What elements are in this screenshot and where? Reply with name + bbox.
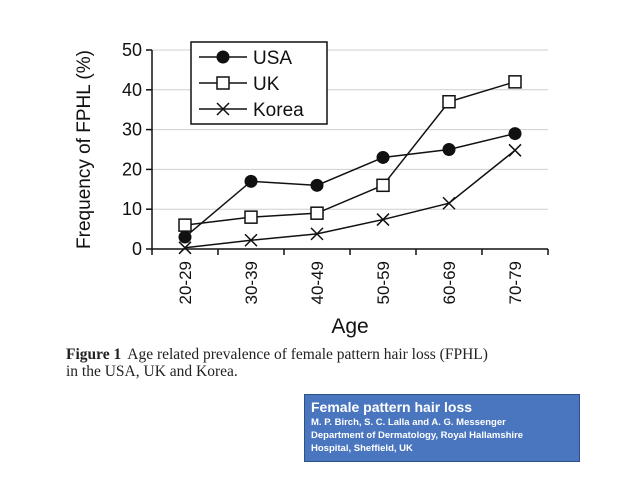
data-point-uk bbox=[377, 179, 389, 191]
source-title: Female pattern hair loss bbox=[311, 399, 473, 415]
y-tick-label: 30 bbox=[121, 119, 142, 140]
legend-marker-uk bbox=[217, 77, 229, 89]
source-authors: M. P. Birch, S. C. Lalla and A. G. Messenger bbox=[311, 417, 506, 428]
data-point-usa bbox=[443, 144, 455, 156]
figure-caption bbox=[66, 346, 586, 380]
legend-marker-usa bbox=[217, 51, 229, 63]
data-point-uk bbox=[509, 76, 521, 88]
legend-label-uk: UK bbox=[253, 74, 280, 95]
x-tick-label: 30-39 bbox=[242, 261, 261, 305]
figure-label: Figure 1 bbox=[66, 346, 122, 363]
caption-line-2: in the USA, UK and Korea. bbox=[66, 363, 238, 380]
y-tick-label: 0 bbox=[131, 239, 142, 259]
y-tick-label: 10 bbox=[121, 199, 142, 220]
x-tick-label: 70-79 bbox=[506, 261, 525, 305]
x-tick-label: 40-49 bbox=[308, 261, 327, 305]
caption-line-1: Age related prevalence of female pattern hair loss (FPHL) bbox=[127, 346, 488, 363]
y-axis-label: Frequency of FPHL (%) bbox=[74, 50, 95, 249]
data-point-korea bbox=[377, 214, 389, 226]
data-point-usa bbox=[377, 151, 389, 163]
source-box bbox=[304, 394, 580, 462]
source-affiliation-1: Department of Dermatology, Royal Hallamshire bbox=[311, 430, 524, 441]
source-affiliation-2: Hospital, Sheffield, UK bbox=[311, 443, 413, 454]
data-point-usa bbox=[311, 179, 323, 191]
y-tick-label: 40 bbox=[121, 79, 142, 100]
data-point-usa bbox=[509, 128, 521, 140]
legend-label-korea: Korea bbox=[253, 100, 304, 121]
x-tick-label: 50-59 bbox=[374, 261, 393, 305]
data-point-uk bbox=[179, 219, 191, 231]
legend-label-usa: USA bbox=[253, 48, 293, 69]
y-tick-label: 20 bbox=[121, 159, 142, 180]
x-tick-label: 60-69 bbox=[440, 261, 459, 305]
y-tick-label: 50 bbox=[121, 40, 142, 60]
data-point-korea bbox=[509, 144, 521, 156]
y-axis bbox=[122, 40, 152, 259]
data-point-usa bbox=[179, 231, 191, 243]
x-axis-label: Age bbox=[331, 315, 369, 338]
data-point-usa bbox=[245, 175, 257, 187]
data-point-uk bbox=[311, 207, 323, 219]
x-axis bbox=[152, 249, 548, 304]
data-point-korea bbox=[443, 197, 455, 209]
series-line-usa bbox=[185, 134, 515, 237]
data-point-uk bbox=[245, 211, 257, 223]
legend bbox=[191, 42, 327, 124]
x-tick-label: 20-29 bbox=[176, 261, 195, 305]
data-point-uk bbox=[443, 96, 455, 108]
